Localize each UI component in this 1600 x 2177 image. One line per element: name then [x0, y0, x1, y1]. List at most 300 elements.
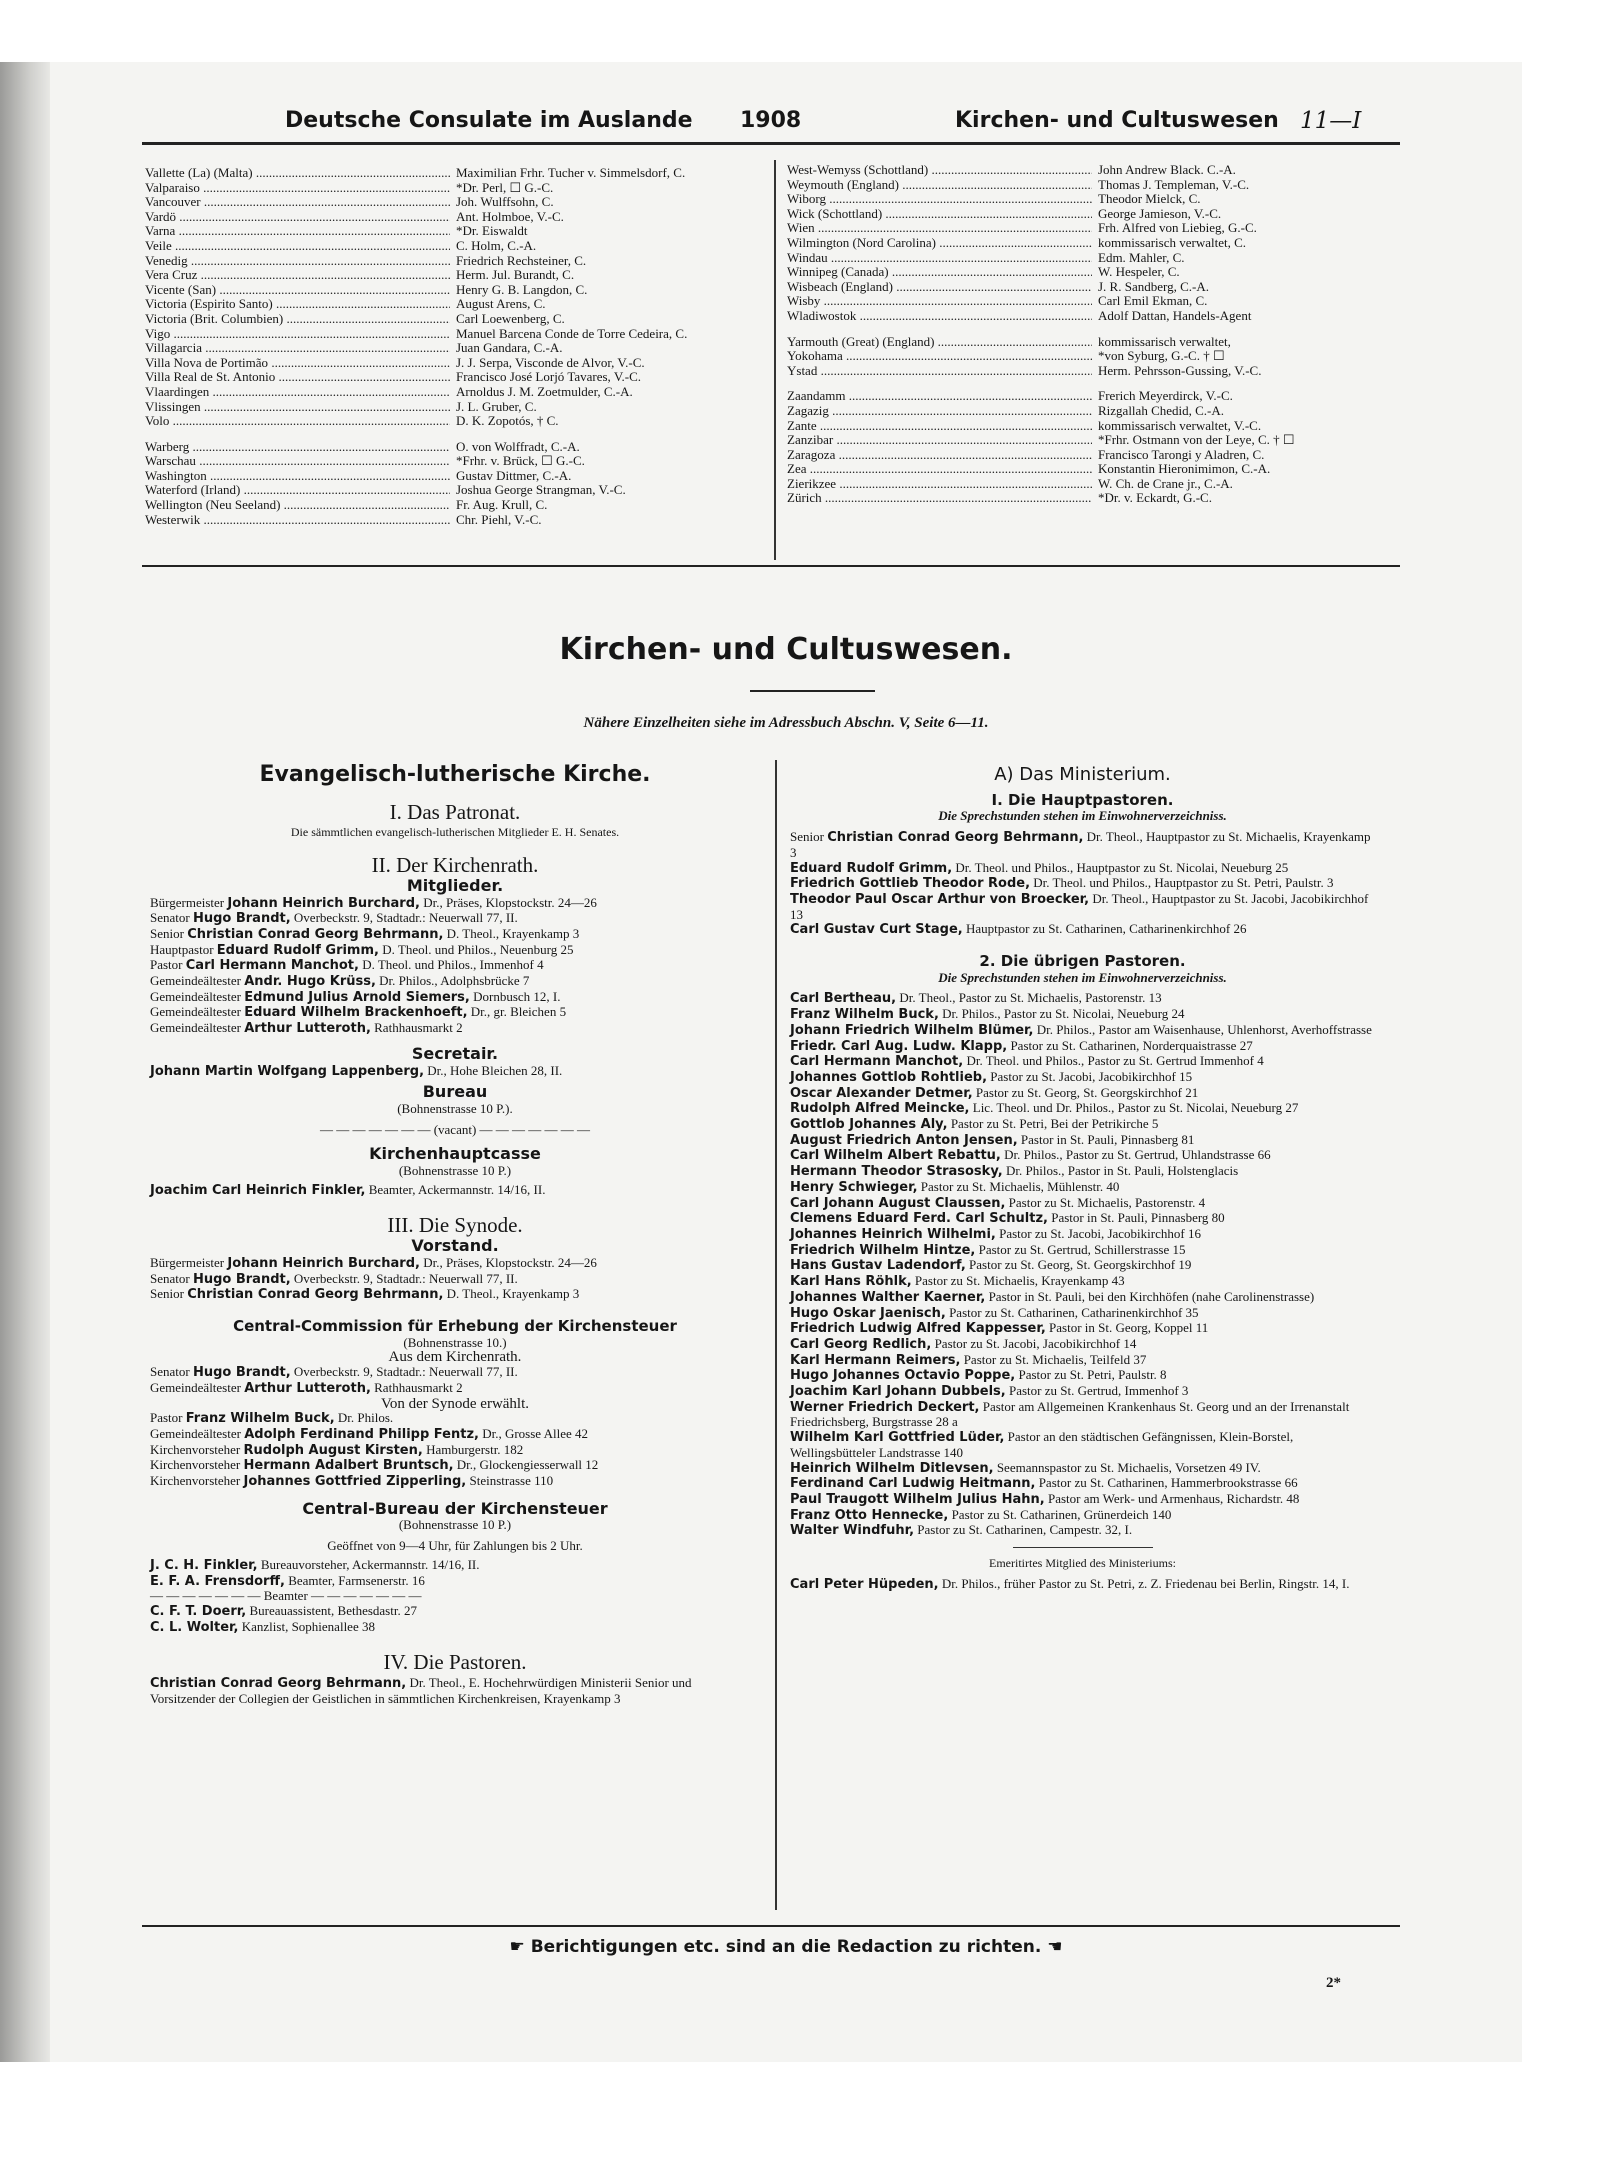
entry-name: C. L. Wolter, [150, 1619, 239, 1635]
consulate-place: Zanzibar ..... [787, 433, 1092, 448]
entry-details: D. Theol., Krayenkamp 3 [443, 925, 580, 941]
secretair-name: Johann Martin Wolfgang Lappenberg, [150, 1063, 425, 1079]
entry-name: Carl Bertheau, [790, 991, 897, 1007]
consulate-name: Edm. Mahler, C. [1098, 249, 1185, 265]
entry-details: Pastor in St. Pauli, Pinnasberg 81 [1017, 1131, 1195, 1147]
consulate-name: George Jamieson, V.-C. [1098, 205, 1222, 221]
entry-details: Dr. Philos., Pastor zu St. Nicolai, Neueburg 24 [938, 1006, 1185, 1022]
hauptpastor-entry [790, 876, 1375, 892]
consulate-row [145, 254, 775, 269]
entry-details: Dr., Präses, Klopstockstr. 24—26 [419, 1254, 597, 1270]
entry-details: Pastor in St. Pauli, Pinnasberg 80 [1047, 1210, 1225, 1226]
consulate-row [787, 462, 1407, 477]
entry-details: Overbeckstr. 9, Stadtadr.: Neuerwall 77, II. [290, 910, 518, 926]
entry-details: Pastor zu St. Jacobi, Jacobikirchhof 15 [987, 1068, 1193, 1084]
entry-details: Hamburgerstr. 182 [422, 1441, 524, 1457]
consulate-name: J. R. Sandberg, C.-A. [1098, 278, 1209, 294]
member-entry [150, 911, 760, 927]
pastor-entry [790, 1070, 1375, 1086]
consulate-name: O. von Wolffradt, C.-A. [456, 438, 580, 454]
pastor-entry [790, 1180, 1375, 1196]
entry-details: Pastor zu St. Georg, St. Georgskirchhof 21 [972, 1084, 1199, 1100]
emeritus-name: Carl Peter Hüpeden, [790, 1576, 939, 1592]
entry-name: Hugo Brandt, [192, 911, 291, 927]
entry-details: Dr., gr. Bleichen 5 [467, 1004, 567, 1020]
consulate-place: Washington ..... [145, 469, 450, 484]
consulate-row [787, 309, 1407, 324]
list-gap [787, 378, 1407, 389]
member-entry [150, 927, 760, 943]
consulate-place: Zaragoza ..... [787, 448, 1092, 463]
pastoren-name: Christian Conrad Georg Behrmann, [150, 1676, 407, 1692]
commission-address: (Bohnenstrasse 10.) [403, 1334, 507, 1350]
entry-name: Johannes Gottlob Rohtlieb, [790, 1069, 988, 1085]
entry-name: Hugo Brandt, [192, 1365, 291, 1381]
member-entry [150, 974, 760, 990]
entry-title: Gemeindeältester [150, 1020, 245, 1036]
entry-name: Carl Wilhelm Albert Rebattu, [790, 1148, 1001, 1164]
consulate-place: Warberg ..... [145, 440, 450, 455]
pastor-entry [790, 1086, 1375, 1102]
entry-name: Werner Friedrich Deckert, [790, 1399, 980, 1415]
list-gap [787, 324, 1407, 335]
consulate-place: Zaandamm ..... [787, 389, 1092, 404]
consulate-name: J. L. Gruber, C. [456, 398, 537, 414]
consulate-place: Wien ..... [787, 221, 1092, 236]
entry-details: Pastor zu St. Georg, St. Georgskirchhof 19 [965, 1257, 1192, 1273]
commission-entry [150, 1443, 760, 1459]
entry-name: Theodor Paul Oscar Arthur von Broecker, [790, 891, 1090, 907]
entry-details: Dr., Glockengiesserwall 12 [453, 1457, 599, 1473]
entry-title: Senator [150, 910, 193, 926]
entry-title: Bürgermeister [150, 1254, 228, 1270]
secretair-address: Dr., Hohe Bleichen 28, II. [427, 1062, 563, 1078]
pastor-entry [790, 1384, 1375, 1400]
entry-name: Franz Wilhelm Buck, [185, 1411, 335, 1427]
left-column [150, 762, 760, 1706]
list-bottom-rule [142, 565, 1400, 567]
entry-details: Pastor in St. Pauli, bei den Kirchhöfen (nahe Carolinenstrasse) [985, 1288, 1315, 1304]
consulate-name: Adolf Dattan, Handels-Agent [1098, 307, 1252, 323]
entry-details: Rathhausmarkt 2 [370, 1379, 463, 1395]
consulate-name: J. J. Serpa, Visconde de Alvor, V.-C. [456, 354, 645, 370]
pastoren-entry [150, 1676, 760, 1706]
consulate-row [145, 166, 775, 181]
entry-name: Johannes Gottfried Zipperling, [243, 1474, 467, 1490]
pastor-entry [790, 1007, 1375, 1023]
entry-name: Carl Hermann Manchot, [185, 958, 359, 974]
consulate-name: Carl Emil Ekman, C. [1098, 293, 1208, 309]
hauptpastoren-heading: I. Die Hauptpastoren. [991, 790, 1174, 809]
entry-name: Hugo Oskar Jaenisch, [790, 1305, 946, 1321]
entry-name: Christian Conrad Georg Behrmann, [187, 926, 444, 942]
pastoren-description: Dr. Theol., E. Hochehrwürdigen Ministerii Senior und Vorsitzender der Collegien der Geistlichen in sämmtlichen Kirchenkreisen, Krayenkamp 3 [150, 1675, 692, 1706]
entry-details: Dr. Theol. und Philos., Pastor zu St. Gertrud Immenhof 4 [963, 1053, 1264, 1069]
commission-entry [150, 1427, 760, 1443]
consulate-row [145, 385, 775, 400]
title-rule [750, 690, 875, 692]
commission-kirchenrath-list [150, 1365, 760, 1396]
entry-details: Pastor zu St. Michaelis, Teilfeld 37 [960, 1351, 1147, 1367]
consulates-left [145, 166, 775, 527]
pastor-entry [790, 1508, 1375, 1524]
consulate-row [787, 236, 1407, 251]
column-divider-top [774, 160, 776, 560]
entry-name: Adolph Ferdinand Philipp Fentz, [244, 1426, 479, 1442]
entry-details: Steinstrasse 110 [466, 1473, 554, 1489]
kasse-entry [150, 1183, 760, 1199]
hauptpastor-entry [790, 861, 1375, 877]
entry-name: Christian Conrad Georg Behrmann, [187, 1287, 444, 1303]
consulate-row [787, 335, 1407, 350]
entry-title: Gemeindeältester [150, 1425, 245, 1441]
pastor-entry [790, 1243, 1375, 1259]
consulate-place: Valparaiso ..... [145, 181, 450, 196]
consulate-row [145, 224, 775, 239]
consulate-place: West-Wemyss (Schottland) ..... [787, 163, 1092, 178]
entry-details: Pastor zu St. Jacobi, Jacobikirchhof 14 [931, 1335, 1137, 1351]
pastor-entry [790, 1196, 1375, 1212]
entry-details: Pastor zu St. Catharinen, Norderquaistrasse 27 [1007, 1037, 1253, 1053]
consulate-place: Wick (Schottland) ..... [787, 207, 1092, 222]
kasse-address-text: Beamter, Ackermannstr. 14/16, II. [368, 1181, 546, 1197]
entry-title: Bürgermeister [150, 894, 228, 910]
entry-title: Kirchenvorsteher [150, 1457, 244, 1473]
consulate-name: kommissarisch verwaltet, [1098, 333, 1231, 349]
entry-name: Hans Gustav Ladendorf, [790, 1258, 966, 1274]
consulate-row [787, 419, 1407, 434]
entry-details: D. Theol. und Philos., Immenhof 4 [358, 957, 544, 973]
entry-details: Seemannspastor zu St. Michaelis, Vorsetzen 49 IV. [993, 1459, 1261, 1475]
central-bureau-heading: Central-Bureau der Kirchensteuer [302, 1498, 608, 1518]
entry-details: Overbeckstr. 9, Stadtadr.: Neuerwall 77, II. [290, 1270, 518, 1286]
consulate-row [787, 178, 1407, 193]
member-entry [150, 958, 760, 974]
entry-name: J. C. H. Finkler, [150, 1557, 258, 1573]
pastor-entry [790, 1117, 1375, 1133]
consulate-row [787, 364, 1407, 379]
central-bureau-staff-2 [150, 1604, 760, 1635]
consulate-row [145, 440, 775, 455]
footer-note-line [50, 1937, 1522, 1957]
entry-name: Oscar Alexander Detmer, [790, 1085, 973, 1101]
pastor-entry [790, 1227, 1375, 1243]
entry-name: Andr. Hugo Krüss, [244, 974, 376, 990]
consulate-name: Ant. Holmboe, V.-C. [456, 208, 564, 224]
patronat-heading: I. Das Patronat. [389, 799, 521, 824]
emeritus-description: Dr. Philos., früher Pastor zu St. Petri, z. Z. Friedenau bei Berlin, Ringstr. 14, I. [941, 1575, 1350, 1591]
entry-details: Pastor zu St. Petri, Paulstr. 8 [1015, 1367, 1167, 1383]
consulate-place: Veile ..... [145, 239, 450, 254]
pastor-entry [790, 1101, 1375, 1117]
entry-name: Wilhelm Karl Gottfried Lüder, [790, 1430, 1005, 1446]
header-right: Kirchen- und Cultuswesen [955, 108, 1279, 133]
consulate-row [787, 251, 1407, 266]
entry-details: Pastor zu St. Catharinen, Catharinenkirchhof 35 [945, 1304, 1199, 1320]
pastor-entry [790, 1054, 1375, 1070]
entry-name: Rudolph Alfred Meincke, [790, 1101, 970, 1117]
pastor-entry [790, 1258, 1375, 1274]
consulate-row [145, 327, 775, 342]
consulate-name: Carl Loewenberg, C. [456, 310, 565, 326]
entry-name: Johannes Walther Kaerner, [790, 1289, 986, 1305]
pastor-entry [790, 1148, 1375, 1164]
consulate-row [787, 448, 1407, 463]
entry-name: Gottlob Johannes Aly, [790, 1117, 948, 1133]
entry-details: Dr. Theol., Hauptpastor zu St. Michaelis, Krayenkamp 3 [790, 829, 1371, 860]
consulate-place: Vlissingen ..... [145, 400, 450, 415]
consulate-place: Zante ..... [787, 419, 1092, 434]
entry-details: Pastor zu St. Jacobi, Jacobikirchhof 16 [995, 1225, 1201, 1241]
consulate-name: Friedrich Rechsteiner, C. [456, 252, 587, 268]
entry-name: Edmund Julius Arnold Siemers, [244, 989, 470, 1005]
consulate-name: Thomas J. Templeman, V.-C. [1098, 176, 1250, 192]
consulate-name: Joshua George Strangman, V.-C. [456, 482, 626, 498]
consulate-place: Vallette (La) (Malta) ..... [145, 166, 450, 181]
pastor-entry [790, 1321, 1375, 1337]
consulate-row [145, 454, 775, 469]
entry-title: Kirchenvorsteher [150, 1441, 244, 1457]
kirchenrath-heading: II. Der Kirchenrath. [371, 853, 539, 878]
consulate-place: Vigo ..... [145, 327, 450, 342]
entry-details: Dr., Präses, Klopstockstr. 24—26 [419, 894, 597, 910]
consulate-name: Joh. Wulffsohn, C. [456, 194, 554, 210]
commission-entry [150, 1365, 760, 1381]
consulate-row [145, 283, 775, 298]
commission-entry [150, 1381, 760, 1397]
consulate-name: Francisco José Lorjó Tavares, V.-C. [456, 369, 642, 385]
consulate-name: D. K. Zopotós, † C. [456, 413, 559, 429]
central-bureau-beamter: — — — — — — — Beamter — — — — — — — [150, 1588, 422, 1604]
consulate-row [787, 404, 1407, 419]
member-entry [150, 943, 760, 959]
emeritus-rule [1013, 1547, 1153, 1548]
entry-details: Pastor zu St. Catharinen, Grünerdeich 140 [948, 1506, 1172, 1522]
pastor-entry [790, 991, 1375, 1007]
entry-name: Walter Windfuhr, [790, 1523, 915, 1539]
consulate-place: Volo ..... [145, 414, 450, 429]
entry-details: Pastor an den städtischen Gefängnissen, Klein-Borstel, Wellingsbütteler Landstrasse 140 [790, 1429, 1294, 1460]
consulate-name: *Frhr. Ostmann von der Leye, C. † ☐ [1098, 432, 1295, 448]
consulate-name: Henry G. B. Langdon, C. [456, 281, 588, 297]
entry-details: Pastor zu St. Michaelis, Pastorenstr. 4 [1005, 1194, 1206, 1210]
entry-details: Dr. Theol., Pastor zu St. Michaelis, Pastorenstr. 13 [896, 990, 1162, 1006]
consulate-name: C. Holm, C.-A. [456, 237, 537, 253]
central-bureau-address: (Bohnenstrasse 10 P.) [398, 1517, 512, 1533]
pointer-right-icon: ☚ [1047, 1937, 1063, 1957]
secretair-heading: Secretair. [411, 1043, 499, 1063]
member-entry [150, 896, 760, 912]
pastor-entry [790, 1353, 1375, 1369]
section-title: Kirchen- und Cultuswesen. [559, 632, 1013, 667]
entry-name: E. F. A. Frensdorff, [150, 1573, 285, 1589]
consulate-place: Zürich ..... [787, 491, 1092, 506]
entry-details: Pastor zu St. Gertrud, Immenhof 3 [1005, 1383, 1189, 1399]
pastor-entry [790, 1368, 1375, 1384]
consulate-place: Zagazig ..... [787, 404, 1092, 419]
entry-name: Henry Schwieger, [790, 1179, 918, 1195]
consulate-name: kommissarisch verwaltet, C. [1098, 234, 1247, 250]
staff-entry [150, 1604, 760, 1620]
consulate-row [145, 469, 775, 484]
header-rule [142, 142, 1400, 145]
pastor-entry [790, 1290, 1375, 1306]
church-heading: Evangelisch-lutherische Kirche. [259, 762, 651, 787]
consulate-name: Frerich Meyerdirck, V.-C. [1098, 388, 1233, 404]
pastoren-heading: IV. Die Pastoren. [383, 1650, 527, 1675]
entry-details: Pastor zu St. Michaelis, Mühlenstr. 40 [917, 1178, 1120, 1194]
consulate-name: W. Ch. de Crane jr., C.-A. [1098, 475, 1233, 491]
entry-details: Dr. Philos., Adolphsbrücke 7 [375, 973, 530, 989]
consulate-name: Chr. Piehl, V.-C. [456, 511, 542, 527]
uebrige-list [790, 991, 1375, 1539]
entry-details: Dr. Theol. und Philos., Hauptpastor zu St. Petri, Paulstr. 3 [1030, 875, 1334, 891]
entry-details: Dr. Philos., Pastor in St. Pauli, Holstenglacis [1002, 1163, 1239, 1179]
consulate-row [145, 414, 775, 429]
consulate-row [145, 239, 775, 254]
entry-title: Kirchenvorsteher [150, 1473, 244, 1489]
staff-entry [150, 1558, 760, 1574]
vorstand-heading: Vorstand. [411, 1236, 499, 1256]
pastor-entry [790, 1400, 1375, 1430]
entry-details: Pastor zu St. Michaelis, Krayenkamp 43 [911, 1273, 1125, 1289]
consulate-place: Weymouth (England) ..... [787, 178, 1092, 193]
consulate-row [145, 312, 775, 327]
consulate-place: Vancouver ..... [145, 195, 450, 210]
consulate-row [145, 297, 775, 312]
consulate-name: August Arens, C. [456, 296, 546, 312]
vorstand-entry [150, 1256, 760, 1272]
pastor-entry [790, 1211, 1375, 1227]
entry-details: Pastor am Allgemeinen Krankenhaus St. Georg und an der Irrenanstalt Friedrichsberg, Burgstrasse 28 a [790, 1398, 1350, 1430]
ministerium-heading: A) Das Ministerium. [994, 764, 1171, 785]
entry-name: Carl Gustav Curt Stage, [790, 922, 963, 938]
consulate-place: Ystad ..... [787, 364, 1092, 379]
entry-details: Bureauvorsteher, Ackermannstr. 14/16, II. [257, 1556, 480, 1572]
consulate-name: John Andrew Black. C.-A. [1098, 162, 1236, 177]
consulate-place: Villagarcia ..... [145, 341, 450, 356]
commission-entry [150, 1458, 760, 1474]
consulate-place: Wellington (Neu Seeland) ..... [145, 498, 450, 513]
entry-details: Dr. Philos. [334, 1410, 394, 1426]
consulate-row [145, 370, 775, 385]
entry-name: Karl Hans Röhlk, [790, 1274, 912, 1290]
consulate-place: Windau ..... [787, 251, 1092, 266]
entry-name: Clemens Eduard Ferd. Carl Schultz, [790, 1211, 1048, 1227]
consulate-place: Wilmington (Nord Carolina) ..... [787, 236, 1092, 251]
pastor-entry [790, 1523, 1375, 1539]
entry-title: Hauptpastor [150, 941, 217, 957]
consulate-name: Manuel Barcena Conde de Torre Cedeira, C. [456, 325, 688, 341]
entry-name: Hermann Theodor Strasosky, [790, 1164, 1003, 1180]
entry-name: Johann Heinrich Burchard, [227, 1255, 420, 1271]
entry-details: Lic. Theol. und Dr. Philos., Pastor zu St. Nicolai, Neueburg 27 [969, 1100, 1299, 1116]
consulate-place: Wisbeach (England) ..... [787, 280, 1092, 295]
entry-name: Christian Conrad Georg Behrmann, [827, 830, 1084, 846]
consulate-row [787, 433, 1407, 448]
consulate-name: Maximilian Frhr. Tucher v. Simmelsdorf, C. [456, 165, 686, 180]
consulate-place: Vlaardingen ..... [145, 385, 450, 400]
consulate-name: *Dr. Perl, ☐ G.-C. [456, 179, 554, 195]
pastor-entry [790, 1476, 1375, 1492]
consulate-name: *Frhr. v. Brück, ☐ G.-C. [456, 453, 585, 469]
right-column [790, 764, 1375, 1592]
consulate-row [145, 195, 775, 210]
consulate-place: Winnipeg (Canada) ..... [787, 265, 1092, 280]
kasse-name: Joachim Carl Heinrich Finkler, [150, 1182, 366, 1198]
header-year: 1908 [740, 108, 802, 133]
header-left: Deutsche Consulate im Auslande [285, 108, 693, 133]
emeritus-heading: Emeritirtes Mitglied des Ministeriums: [989, 1556, 1176, 1571]
consulate-place: Waterford (Irland) ..... [145, 483, 450, 498]
consulate-name: Fr. Aug. Krull, C. [456, 497, 548, 513]
pastor-entry [790, 1039, 1375, 1055]
consulate-row [787, 389, 1407, 404]
hauptpastor-entry [790, 922, 1375, 938]
commission-entry [150, 1474, 760, 1490]
consulate-row [787, 192, 1407, 207]
footer-note: Berichtigungen etc. sind an die Redaction zu richten. [530, 1937, 1042, 1957]
consulates-right [787, 163, 1407, 506]
entry-details: Pastor zu St. Catharinen, Hammerbrookstrasse 66 [1035, 1475, 1298, 1491]
kasse-address: (Bohnenstrasse 10 P.) [398, 1163, 512, 1179]
consulate-place: Wiborg ..... [787, 192, 1092, 207]
consulate-row [145, 210, 775, 225]
consulate-place: Wisby ..... [787, 294, 1092, 309]
entry-title: Pastor [150, 957, 186, 973]
vorstand-entry [150, 1272, 760, 1288]
entry-details: Dr. Philos., Pastor am Waisenhause, Uhlenhorst, Averhoffstrasse [1033, 1021, 1372, 1037]
entry-name: Hugo Johannes Octavio Poppe, [790, 1368, 1016, 1384]
central-bureau-staff [150, 1558, 760, 1589]
entry-title: Senior [150, 925, 188, 941]
pastor-entry [790, 1164, 1375, 1180]
entry-name: Hugo Brandt, [192, 1271, 291, 1287]
consulate-place: Zea ..... [787, 462, 1092, 477]
vorstand-list [150, 1256, 760, 1303]
entry-details: Rathhausmarkt 2 [370, 1020, 463, 1036]
entry-name: Johann Heinrich Burchard, [227, 895, 420, 911]
hauptpastor-entry [790, 830, 1375, 860]
entry-details: D. Theol. und Philos., Neuenburg 25 [378, 941, 574, 957]
entry-name: Friedrich Ludwig Alfred Kappesser, [790, 1321, 1046, 1337]
consulate-name: Rizgallah Chedid, C.-A. [1098, 402, 1225, 418]
consulate-place: Villa Real de St. Antonio ..... [145, 370, 450, 385]
consulate-name: W. Hespeler, C. [1098, 264, 1180, 280]
consulate-place: Warschau ..... [145, 454, 450, 469]
consulate-place: Westerwik ..... [145, 513, 450, 528]
consulate-row [787, 207, 1407, 222]
pastor-entry [790, 1337, 1375, 1353]
entry-name: Carl Johann August Claussen, [790, 1195, 1006, 1211]
entry-name: Carl Georg Redlich, [790, 1336, 932, 1352]
hauptpastoren-list [790, 830, 1375, 938]
consulate-row [787, 294, 1407, 309]
bureau-vacant: — — — — — — — (vacant) — — — — — — — [319, 1121, 591, 1137]
consulate-place: Varna ..... [145, 224, 450, 239]
entry-details: Pastor zu St. Petri, Bei der Petrikirche 5 [947, 1116, 1159, 1132]
von-synode: Von der Synode erwählt. [380, 1395, 530, 1412]
entry-name: Friedrich Wilhelm Hintze, [790, 1242, 976, 1258]
member-entry [150, 990, 760, 1006]
consulate-name: Francisco Tarongi y Aladren, C. [1098, 446, 1265, 462]
consulate-name: kommissarisch verwaltet, V.-C. [1098, 417, 1262, 433]
hauptpastoren-note: Die Sprechstunden stehen im Einwohnerverzeichniss. [938, 808, 1227, 824]
entry-details: Dr. Philos., Pastor zu St. Gertrud, Uhlandstrasse 66 [1000, 1147, 1271, 1163]
entry-name: Joachim Karl Johann Dubbels, [790, 1384, 1006, 1400]
consulate-row [787, 280, 1407, 295]
pointer-left-icon: ☛ [509, 1937, 525, 1957]
